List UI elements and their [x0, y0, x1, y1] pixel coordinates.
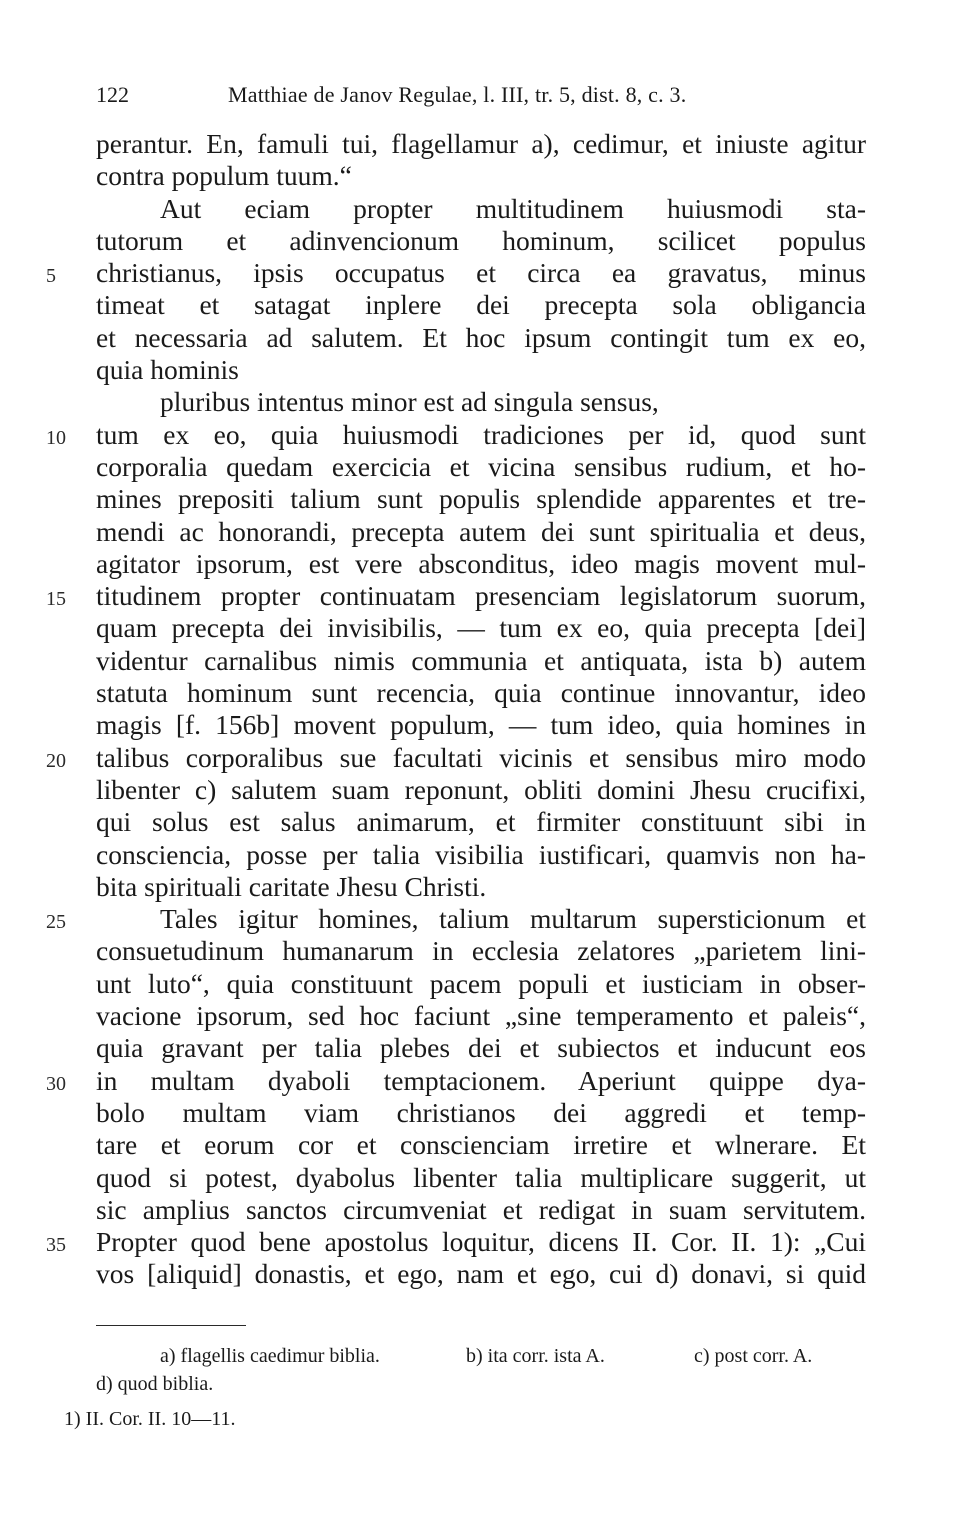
text-line — [96, 160, 866, 192]
text-line — [46, 1064, 866, 1097]
text-line — [96, 935, 866, 967]
text-line — [96, 839, 866, 871]
text-line — [96, 645, 866, 677]
text-line — [46, 1226, 866, 1258]
line-text: et necessaria ad salutem. Et hoc ipsum contingit tum ex eo, — [96, 321, 866, 353]
line-text: tare et eorum cor et conscienciam irretire et wlnerare. Et — [96, 1129, 866, 1161]
line-number: 30 — [46, 1072, 66, 1095]
line-text: vos [aliquid] donastis, et ego, nam et ego, cui d) donavi, si quid — [96, 1258, 866, 1290]
line-text: mines prepositi talium sunt populis splendide apparentes et tre- — [96, 483, 866, 515]
text-line — [96, 1258, 866, 1290]
text-line — [96, 1129, 866, 1161]
footnote-row-2 — [96, 1370, 866, 1398]
text-line — [96, 516, 866, 548]
text-line — [96, 128, 866, 160]
line-text: perantur. En, famuli tui, flagellamur a), cedimur, et iniuste agitur — [96, 128, 866, 159]
line-number: 35 — [46, 1234, 66, 1257]
text-line — [96, 322, 866, 354]
footnote-a: a) flagellis caedimur biblia. — [160, 1345, 380, 1367]
line-text: Tales igitur homines, talium multarum supersticionum et — [160, 903, 866, 935]
text-line — [96, 289, 866, 321]
text-line — [96, 1162, 866, 1194]
line-text: videntur carnalibus nimis communia et antiquata, ista b) autem — [96, 644, 866, 676]
line-text: quia hominis — [96, 354, 239, 386]
line-text: magis [f. 156b] movent populum, — tum ideo, quia homines in — [96, 709, 866, 741]
footnotes — [96, 1342, 866, 1398]
line-text: quod si potest, dyabolus libenter talia multiplicare suggerit, ut — [96, 1161, 866, 1193]
text-line — [96, 354, 866, 386]
line-text: talibus corporalibus sue facultati vicinis et sensibus miro modo — [96, 741, 866, 773]
line-text: consciencia, posse per talia visibilia iustificari, quamvis non ha- — [96, 838, 866, 870]
line-text: libenter c) salutem suam reponunt, obliti domini Jhesu crucifixi, — [96, 773, 866, 805]
line-number: 5 — [46, 265, 56, 288]
line-text: christianus, ipsis occupatus et circa ea gravatus, minus — [96, 257, 866, 289]
source-note: 1) II. Cor. II. 10—11. — [64, 1408, 236, 1430]
line-number: 25 — [46, 911, 66, 934]
line-text: pluribus intentus minor est ad singula sensus, — [160, 386, 659, 418]
line-text: Propter quod bene apostolus loquitur, dicens II. Cor. II. 1): „Cui — [96, 1226, 866, 1258]
line-text: qui solus est salus animarum, et firmiter constituunt sibi in — [96, 806, 866, 838]
line-text: corporalia quedam exercicia et vicina sensibus rudium, et ho- — [96, 450, 866, 482]
text-line — [46, 741, 866, 774]
main-text — [46, 128, 866, 1291]
text-line — [46, 418, 866, 451]
line-number: 20 — [46, 749, 66, 772]
footnote-row-1 — [96, 1342, 866, 1370]
text-line — [96, 806, 866, 838]
line-number: 15 — [46, 588, 66, 611]
text-line — [96, 612, 866, 644]
text-line — [46, 257, 866, 289]
running-head: Matthiae de Janov Regulae, l. III, tr. 5, dist. 8, c. 3. — [228, 82, 687, 107]
line-text: statuta hominum sunt recencia, quia continue innovantur, ideo — [96, 677, 866, 709]
line-text: tum ex eo, quia huiusmodi tradiciones per id, quod sunt — [96, 418, 866, 450]
text-line — [96, 1194, 866, 1226]
text-line — [96, 871, 866, 903]
line-text: in multam dyaboli temptacionem. Aperiunt quippe dya- — [96, 1064, 866, 1096]
line-number: 10 — [46, 426, 66, 449]
text-line — [96, 451, 866, 483]
footnote-d: d) quod biblia. — [96, 1373, 214, 1395]
footnote-rule — [96, 1325, 246, 1326]
footnote-c: c) post corr. A. — [694, 1345, 813, 1367]
text-line — [96, 193, 866, 225]
line-text: consuetudinum humanarum in ecclesia zelatores „parietem lini- — [96, 935, 866, 967]
line-text: contra populum tuum.“ — [96, 160, 352, 192]
line-text: tutorum et adinvencionum hominum, scilicet populus — [96, 224, 866, 256]
text-line — [96, 1097, 866, 1129]
text-line — [96, 677, 866, 709]
page-number: 122 — [96, 82, 129, 107]
text-line — [96, 386, 866, 418]
line-text: agitator ipsorum, est vere absconditus, ideo magis movent mul- — [96, 547, 866, 579]
footnote-b: b) ita corr. ista A. — [466, 1345, 605, 1367]
text-line — [96, 1000, 866, 1032]
text-line — [96, 225, 866, 257]
line-text: mendi ac honorandi, precepta autem dei sunt spiritualia et deus, — [96, 515, 866, 547]
text-line — [96, 709, 866, 741]
text-line — [96, 483, 866, 515]
text-line — [96, 968, 866, 1000]
text-line — [96, 548, 866, 580]
text-line — [46, 580, 866, 612]
line-text: quam precepta dei invisibilis, — tum ex eo, quia precepta [dei] — [96, 612, 866, 644]
page-header — [0, 82, 960, 116]
line-text: quia gravant per talia plebes dei et subiectos et inducunt eos — [96, 1032, 866, 1064]
line-text: bita spirituali caritate Jhesu Christi. — [96, 870, 487, 902]
line-text: unt luto“, quia constituunt pacem populi et iusticiam in obser- — [96, 967, 866, 999]
line-text: Aut eciam propter multitudinem huiusmodi sta- — [160, 192, 866, 224]
line-text: sic amplius sanctos circumveniat et redigat in suam servitutem. — [96, 1193, 866, 1225]
text-line — [96, 1032, 866, 1064]
line-text: bolo multam viam christianos dei aggredi et temp- — [96, 1096, 866, 1128]
line-text: timeat et satagat inplere dei precepta sola obligancia — [96, 289, 866, 321]
line-text: titudinem propter continuatam presenciam legislatorum suorum, — [96, 580, 866, 612]
text-line — [96, 774, 866, 806]
text-line — [46, 903, 866, 935]
line-text: vacione ipsorum, sed hoc faciunt „sine temperamento et paleis“, — [96, 1000, 866, 1032]
